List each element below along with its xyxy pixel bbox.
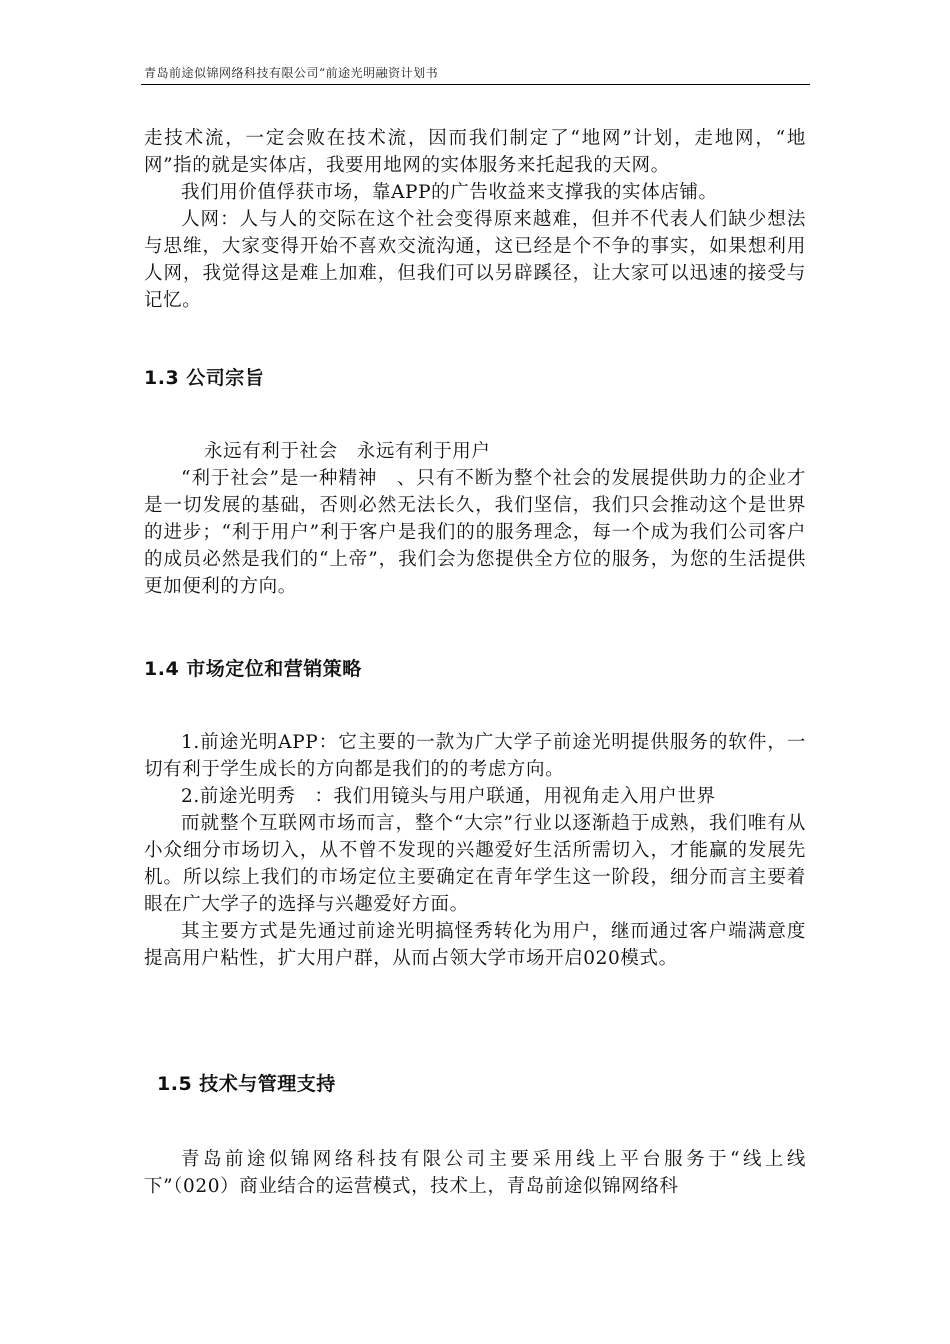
market-block — [144, 729, 806, 972]
paragraph-people-network: 人网：人与人的交际在这个社会变得原来越难，但并不代表人们缺少想法与思维，大家变得开始不喜欢交流沟通，这已经是个不争的事实，如果想利用人网，我觉得这是难上加难，但我们可以另辟蹊径，让大家可以迅速的接受与记忆。 — [144, 209, 806, 311]
heading-company-purpose: 1.3 公司宗旨 — [144, 367, 265, 389]
paragraph-app: 1.前途光明APP：它主要的一款为广大学子前途光明提供服务的软件，一切有利于学生成长的方向都是我们的的考虑方向。 — [144, 732, 806, 780]
paragraph-method: 其主要方式是先通过前途光明搞怪秀转化为用户，继而通过客户端满意度提高用户粘性，扩大用户群，从而占领大学市场开启020模式。 — [144, 921, 806, 969]
page-header: 青岛前途似锦网络科技有限公司“前途光明融资计划书 — [144, 66, 439, 80]
purpose-block — [144, 438, 806, 600]
header-divider — [141, 84, 810, 85]
paragraph-show: 2.前途光明秀 ：我们用镜头与用户联通，用视角走入用户世界 — [181, 786, 716, 807]
paragraph-purpose: “利于社会”是一种精神 、只有不断为整个社会的发展提供助力的企业才是一切发展的基础，否则必然无法长久，我们坚信，我们只会推动这个是世界的进步；“利于用户”利于客户是我们的的服务理念，每一个成为我们公司客户的成员必然是我们的“上帝”，我们会为您提供全方位的服务，为您的生活提供更加便利的方向。 — [144, 468, 806, 597]
company-motto: 永远有利于社会 永远有利于用户 — [204, 441, 491, 462]
paragraph-tech-flow: 走技术流，一定会败在技术流，因而我们制定了“地网”计划，走地网，“地网”指的就是实体店，我要用地网的实体服务来托起我的天网。 — [144, 128, 806, 176]
paragraph-value: 我们用价值俘获市场，靠APP的广告收益来支撑我的实体店铺。 — [181, 182, 718, 203]
heading-market-positioning: 1.4 市场定位和营销策略 — [144, 658, 362, 680]
paragraph-market: 而就整个互联网市场而言，整个“大宗”行业以逐渐趋于成熟，我们唯有从小众细分市场切入，从不曾不发现的兴趣爱好生活所需切入，才能赢的发展先机。所以综上我们的市场定位主要确定在青年学生这一阶段，细分而言主要着眼在广大学子的选择与兴趣爱好方面。 — [144, 813, 806, 915]
tech-block — [144, 1146, 806, 1200]
paragraph-tech-support: 青岛前途似锦网络科技有限公司主要采用线上平台服务于“线上线下”（020）商业结合的运营模式，技术上，青岛前途似锦网络科 — [144, 1149, 806, 1197]
intro-block — [144, 125, 806, 314]
heading-tech-support: 1.5 技术与管理支持 — [157, 1073, 336, 1095]
